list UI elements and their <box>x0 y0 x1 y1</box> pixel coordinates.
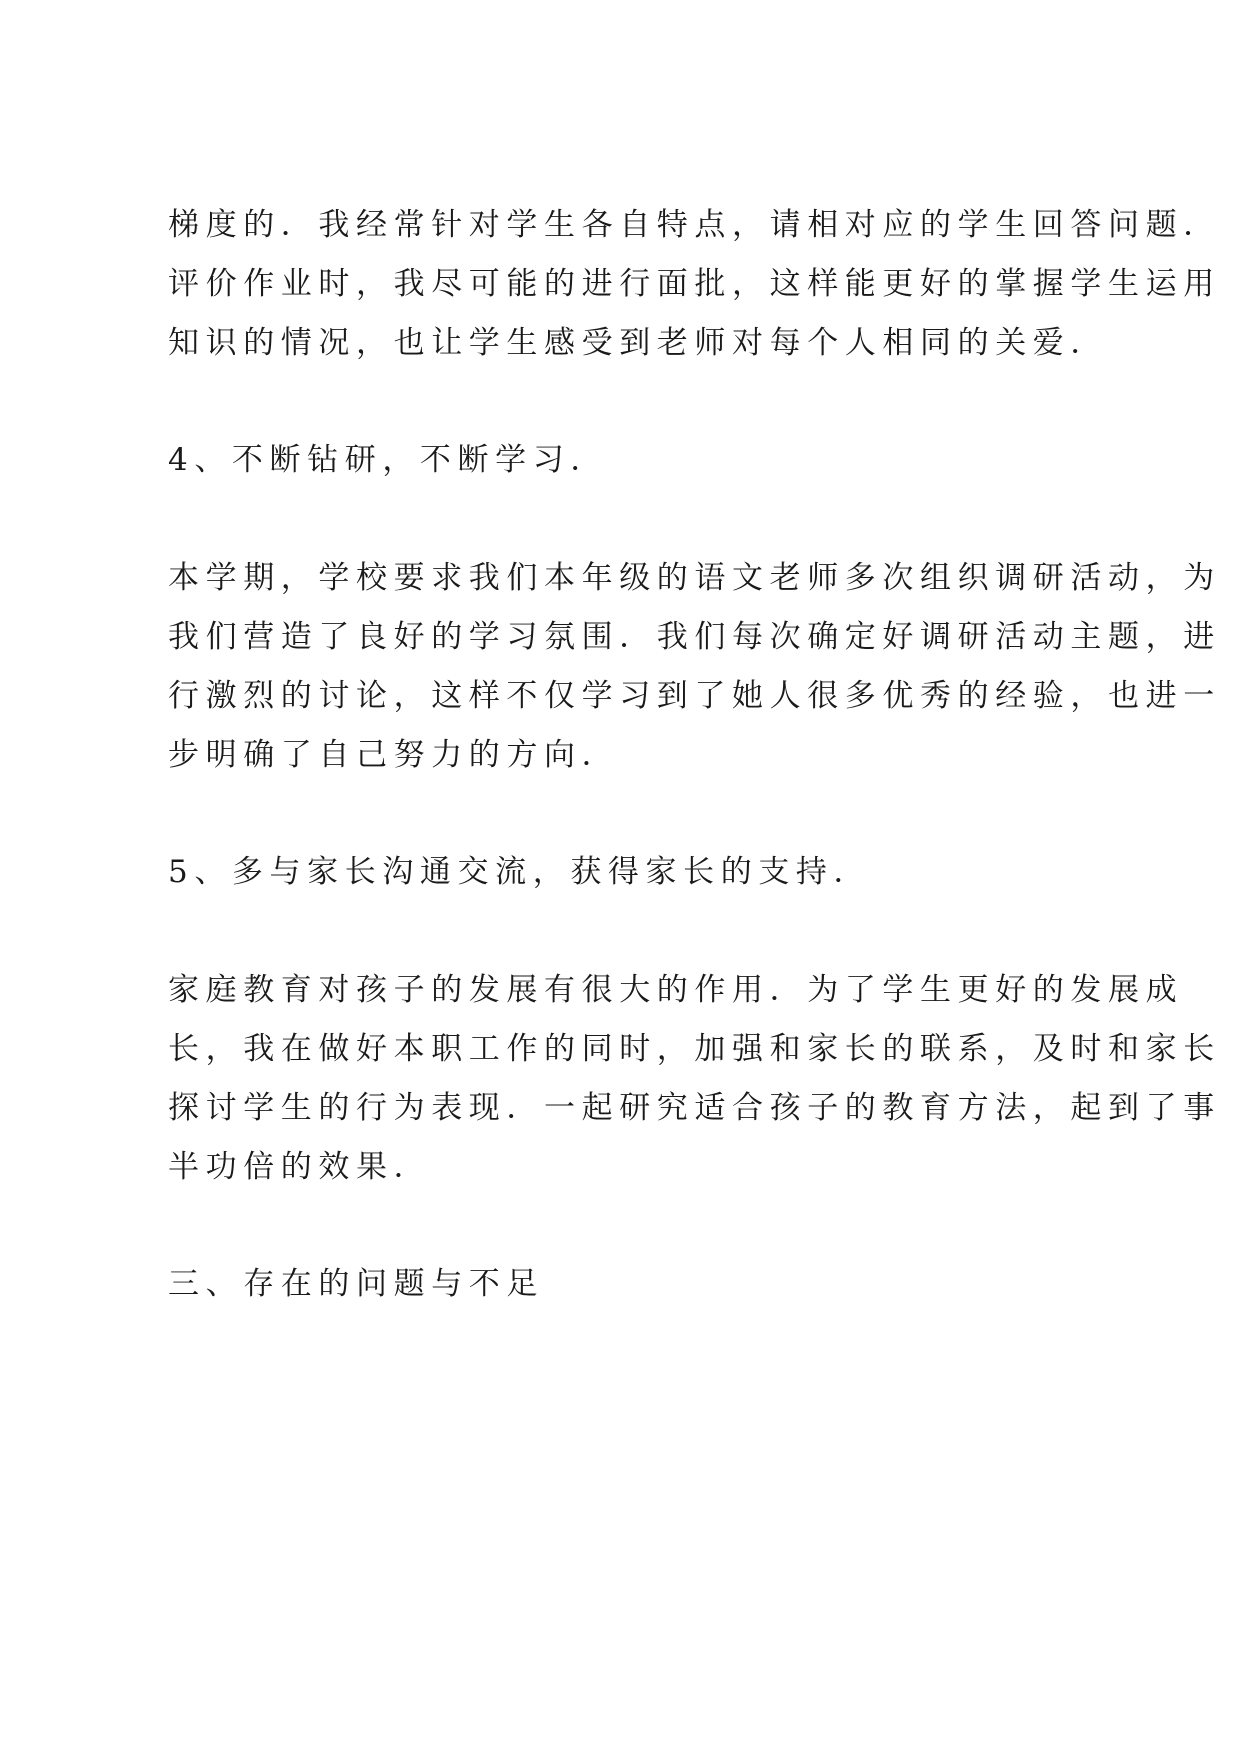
text-line: 本学期，学校要求我们本年级的语文老师多次组织调研活动，为 <box>168 560 1221 596</box>
text-line: 知识的情况，也让学生感受到老师对每个人相同的关爱． <box>168 325 1108 361</box>
text-line: 我们营造了良好的学习氛围．我们每次确定好调研活动主题，进 <box>168 619 1221 655</box>
section-heading: 三、存在的问题与不足 <box>168 1266 544 1302</box>
text-line: 探讨学生的行为表现．一起研究适合孩子的教育方法，起到了事 <box>168 1090 1221 1126</box>
text-line: 步明确了自己努力的方向． <box>168 737 620 773</box>
text-line: 长，我在做好本职工作的同时，加强和家长的联系，及时和家长 <box>168 1031 1221 1067</box>
heading-item-5: 5、多与家长沟通交流，获得家长的支持． <box>168 854 872 890</box>
text-line: 半功倍的效果． <box>168 1149 432 1185</box>
text-line: 行激烈的讨论，这样不仅学习到了她人很多优秀的经验，也进一 <box>168 678 1221 714</box>
text-line: 评价作业时，我尽可能的进行面批，这样能更好的掌握学生运用 <box>168 266 1221 302</box>
heading-item-4: 4、不断钻研，不断学习． <box>168 442 608 478</box>
text-line: 家庭教育对孩子的发展有很大的作用．为了学生更好的发展成 <box>168 972 1184 1008</box>
text-line: 梯度的．我经常针对学生各自特点，请相对应的学生回答问题． <box>168 207 1221 243</box>
